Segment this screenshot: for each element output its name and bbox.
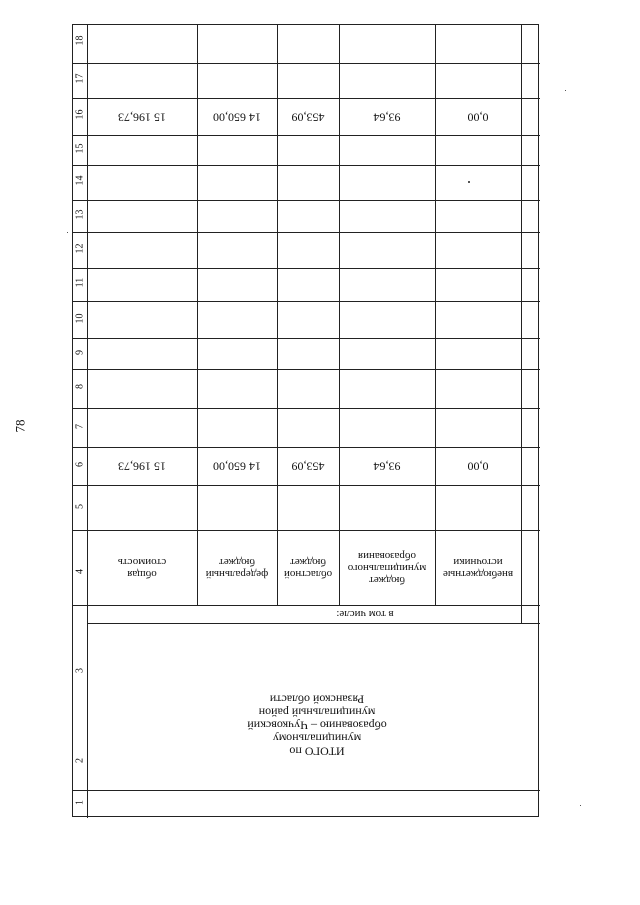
row-label-federal: федеральный бюджет [205, 556, 269, 580]
divider [435, 25, 436, 605]
value-col16-regional: 453,09 [291, 110, 325, 125]
row-label-offbudget: внебюджетные источники [442, 556, 514, 580]
scan-speck [580, 805, 581, 806]
column-number: 10 [74, 313, 86, 324]
value-col16-federal: 14 650,00 [213, 110, 261, 125]
divider [197, 25, 198, 605]
value-col6-federal: 14 650,00 [213, 459, 261, 474]
in-that-number-label: в том числе: [336, 608, 394, 620]
column-number: 2 [74, 758, 86, 763]
scan-speck [565, 90, 566, 91]
column-number: 5 [74, 504, 86, 509]
column-number: 9 [74, 350, 86, 355]
divider [521, 25, 522, 623]
column-number: 11 [74, 277, 86, 288]
column-number: 15 [74, 143, 86, 154]
value-col16-total: 15 196,73 [118, 110, 166, 125]
divider [87, 25, 88, 818]
column-number: 16 [74, 109, 86, 120]
page-number: 78 [12, 419, 28, 433]
total-label: ИТОГО по муниципальному образованию – Чучковский муниципальный район Рязанской области [247, 692, 387, 759]
value-col6-municipal: 93,64 [373, 459, 401, 474]
row-label-municipal: бюджет муниципального образования [347, 550, 427, 586]
column-number: 4 [74, 569, 86, 574]
divider [339, 25, 340, 605]
row-label-regional: областной бюджет [283, 556, 333, 580]
value-col16-offbudget: 0,00 [467, 110, 489, 125]
column-number: 3 [74, 668, 86, 673]
column-number: 8 [74, 384, 86, 389]
scan-speck [468, 181, 470, 183]
value-col16-municipal: 93,64 [373, 110, 401, 125]
row-label-total: общая стоимость [117, 556, 167, 580]
value-col6-offbudget: 0,00 [467, 459, 489, 474]
scan-speck [67, 232, 68, 233]
column-number: 13 [74, 209, 86, 220]
column-number: 18 [74, 35, 86, 46]
column-number: 1 [74, 800, 86, 805]
column-number: 6 [74, 462, 86, 467]
column-number: 14 [74, 175, 86, 186]
column-number: 7 [74, 424, 86, 429]
budget-table [72, 24, 539, 817]
value-col6-regional: 453,09 [291, 459, 325, 474]
column-number: 12 [74, 243, 86, 254]
column-number: 17 [74, 73, 86, 84]
divider [277, 25, 278, 605]
value-col6-total: 15 196,73 [118, 459, 166, 474]
